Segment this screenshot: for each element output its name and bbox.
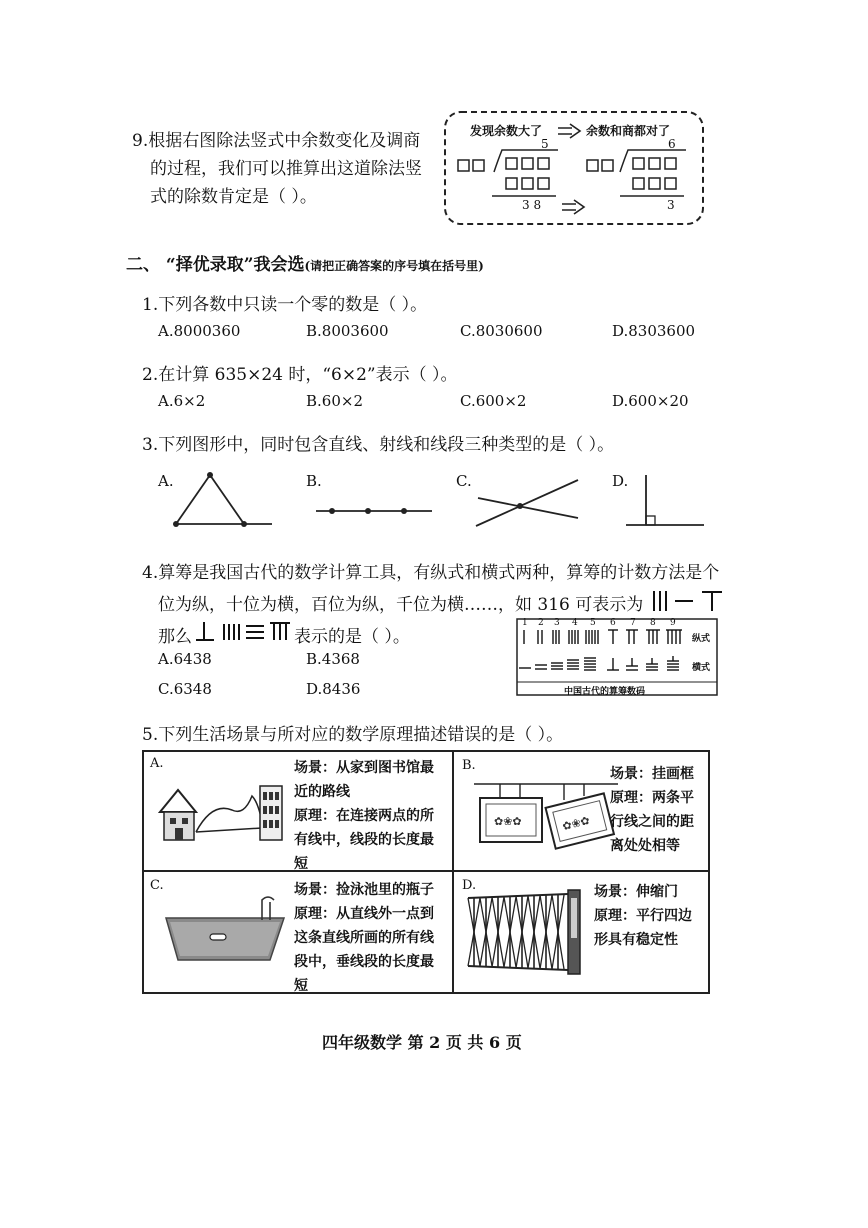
q5-cell-d <box>454 872 708 992</box>
q4-line2: 位为纵，十位为横，百位为纵，千位为横……，如 316 可表示为 <box>158 595 644 615</box>
q9-left-note: 发现余数大了 <box>470 124 543 138</box>
q3-option-c: C. <box>456 472 472 490</box>
q5-cell-a <box>144 752 452 870</box>
q5-c-line: 场景：捡泳池里的瓶子 <box>294 882 434 898</box>
counting-rods-figure <box>516 618 720 698</box>
q2-option-d: D.600×20 <box>612 392 689 410</box>
q2-option-c: C.600×2 <box>460 392 527 410</box>
q5-d-line: 场景：伸缩门 <box>594 884 678 900</box>
q3-stem: 3.下列图形中，同时包含直线、射线和线段三种类型的是（ ）。 <box>142 435 615 455</box>
q5-stem: 5.下列生活场景与所对应的数学原理描述错误的是（ ）。 <box>142 725 564 745</box>
q5-cell-c-letter: C. <box>150 878 164 893</box>
rod-digit: 9 <box>670 618 676 628</box>
q5-d-line: 形具有稳定性 <box>594 932 678 948</box>
q4-line3-prefix: 那么 <box>158 627 192 647</box>
q2-stem: 2.在计算 635×24 时，“6×2”表示（ ）。 <box>142 365 458 385</box>
q5-b-line: 离处处相等 <box>610 838 680 854</box>
q9-left-quotient: 5 <box>541 137 549 151</box>
q5-b-line: 行线之间的距 <box>610 814 694 830</box>
q5-cell-a-letter: A. <box>150 756 164 771</box>
q4-option-d: D.8436 <box>306 680 361 698</box>
q4-line1: 4.算筹是我国古代的数学计算工具，有纵式和横式两种，算筹的计数方法是个 <box>142 563 720 583</box>
rod-digit: 5 <box>590 618 596 628</box>
q9-right-note: 余数和商都对了 <box>586 124 671 138</box>
q1-stem: 1.下列各数中只读一个零的数是（ ）。 <box>142 295 428 315</box>
q5-b-line: 原理：两条平 <box>610 790 694 806</box>
q9-line2: 的过程，我们可以推算出这道除法竖 <box>150 159 422 179</box>
q5-a-line: 原理：在连接两点的所 <box>294 808 434 824</box>
q5-d-line: 原理：平行四边 <box>594 908 692 924</box>
house-library-illustration <box>152 772 292 852</box>
q4-option-b: B.4368 <box>306 650 360 668</box>
q5-a-line: 近的路线 <box>294 784 350 800</box>
q5-cell-d-letter: D. <box>462 878 477 893</box>
q3-option-b: B. <box>306 472 322 490</box>
rod-digit: 3 <box>554 618 560 628</box>
section-title-text: 二、 “择优录取”我会选 <box>126 255 305 275</box>
q3-option-a: A. <box>158 472 174 490</box>
q9-line1: 9.根据右图除法竖式中余数变化及调商 <box>132 131 421 151</box>
q3-option-d: D. <box>612 472 629 490</box>
q5-cell-c <box>144 872 452 992</box>
q5-c-line: 段中，垂线段的长度最 <box>294 954 434 970</box>
retractable-gate-illustration <box>464 888 594 978</box>
rod-digit: 7 <box>630 618 636 628</box>
svg-text:✿❀✿: ✿❀✿ <box>494 815 522 828</box>
rod-zong-label: 纵式 <box>692 634 711 644</box>
q5-a-line: 场景：从家到图书馆最 <box>294 760 434 776</box>
q1-option-a: A.8000360 <box>158 322 241 340</box>
rod-caption: 中国古代的算筹数码 <box>564 687 646 697</box>
q2-option-b: B.60×2 <box>306 392 363 410</box>
q5-c-line: 短 <box>294 978 308 994</box>
svg-text:✿❀✿: ✿❀✿ <box>561 813 592 834</box>
q5-c-line: 原理：从直线外一点到 <box>294 906 434 922</box>
q5-cell-b <box>454 752 708 870</box>
rod-heng-label: 横式 <box>692 663 711 673</box>
section-note: (请把正确答案的序号填在括号里) <box>304 259 484 273</box>
q9-line3: 式的除数肯定是（ ）。 <box>150 187 317 207</box>
q5-cell-b-letter: B. <box>462 758 476 773</box>
q5-b-line: 场景：挂画框 <box>610 766 694 782</box>
q5-c-line: 这条直线所画的所有线 <box>294 930 434 946</box>
q5-a-line: 短 <box>294 856 308 872</box>
picture-frames-illustration <box>468 762 628 862</box>
rod-digit: 4 <box>572 618 578 628</box>
q1-option-d: D.8303600 <box>612 322 696 340</box>
q5-a-line: 有线中，线段的长度最 <box>294 832 434 848</box>
page-footer: 四年级数学 第 2 页 共 6 页 <box>322 1033 522 1052</box>
q4-option-a: A.6438 <box>158 650 212 668</box>
rod-digit: 6 <box>610 618 616 628</box>
q1-option-b: B.8003600 <box>306 322 389 340</box>
q9-left-remainder: 3 8 <box>522 198 542 212</box>
q4-option-c: C.6348 <box>158 680 212 698</box>
q9-right-remainder: 3 <box>667 198 675 212</box>
q2-option-a: A.6×2 <box>158 392 206 410</box>
q9-right-quotient: 6 <box>668 137 676 151</box>
rod-digit: 1 <box>522 618 528 628</box>
q1-option-c: C.8030600 <box>460 322 543 340</box>
rod-digit: 8 <box>650 618 656 628</box>
rod-digit: 2 <box>538 618 544 628</box>
swimming-pool-illustration <box>158 890 298 970</box>
q4-line3-suffix: 表示的是（ ）。 <box>294 627 410 647</box>
q5-table <box>142 750 710 994</box>
